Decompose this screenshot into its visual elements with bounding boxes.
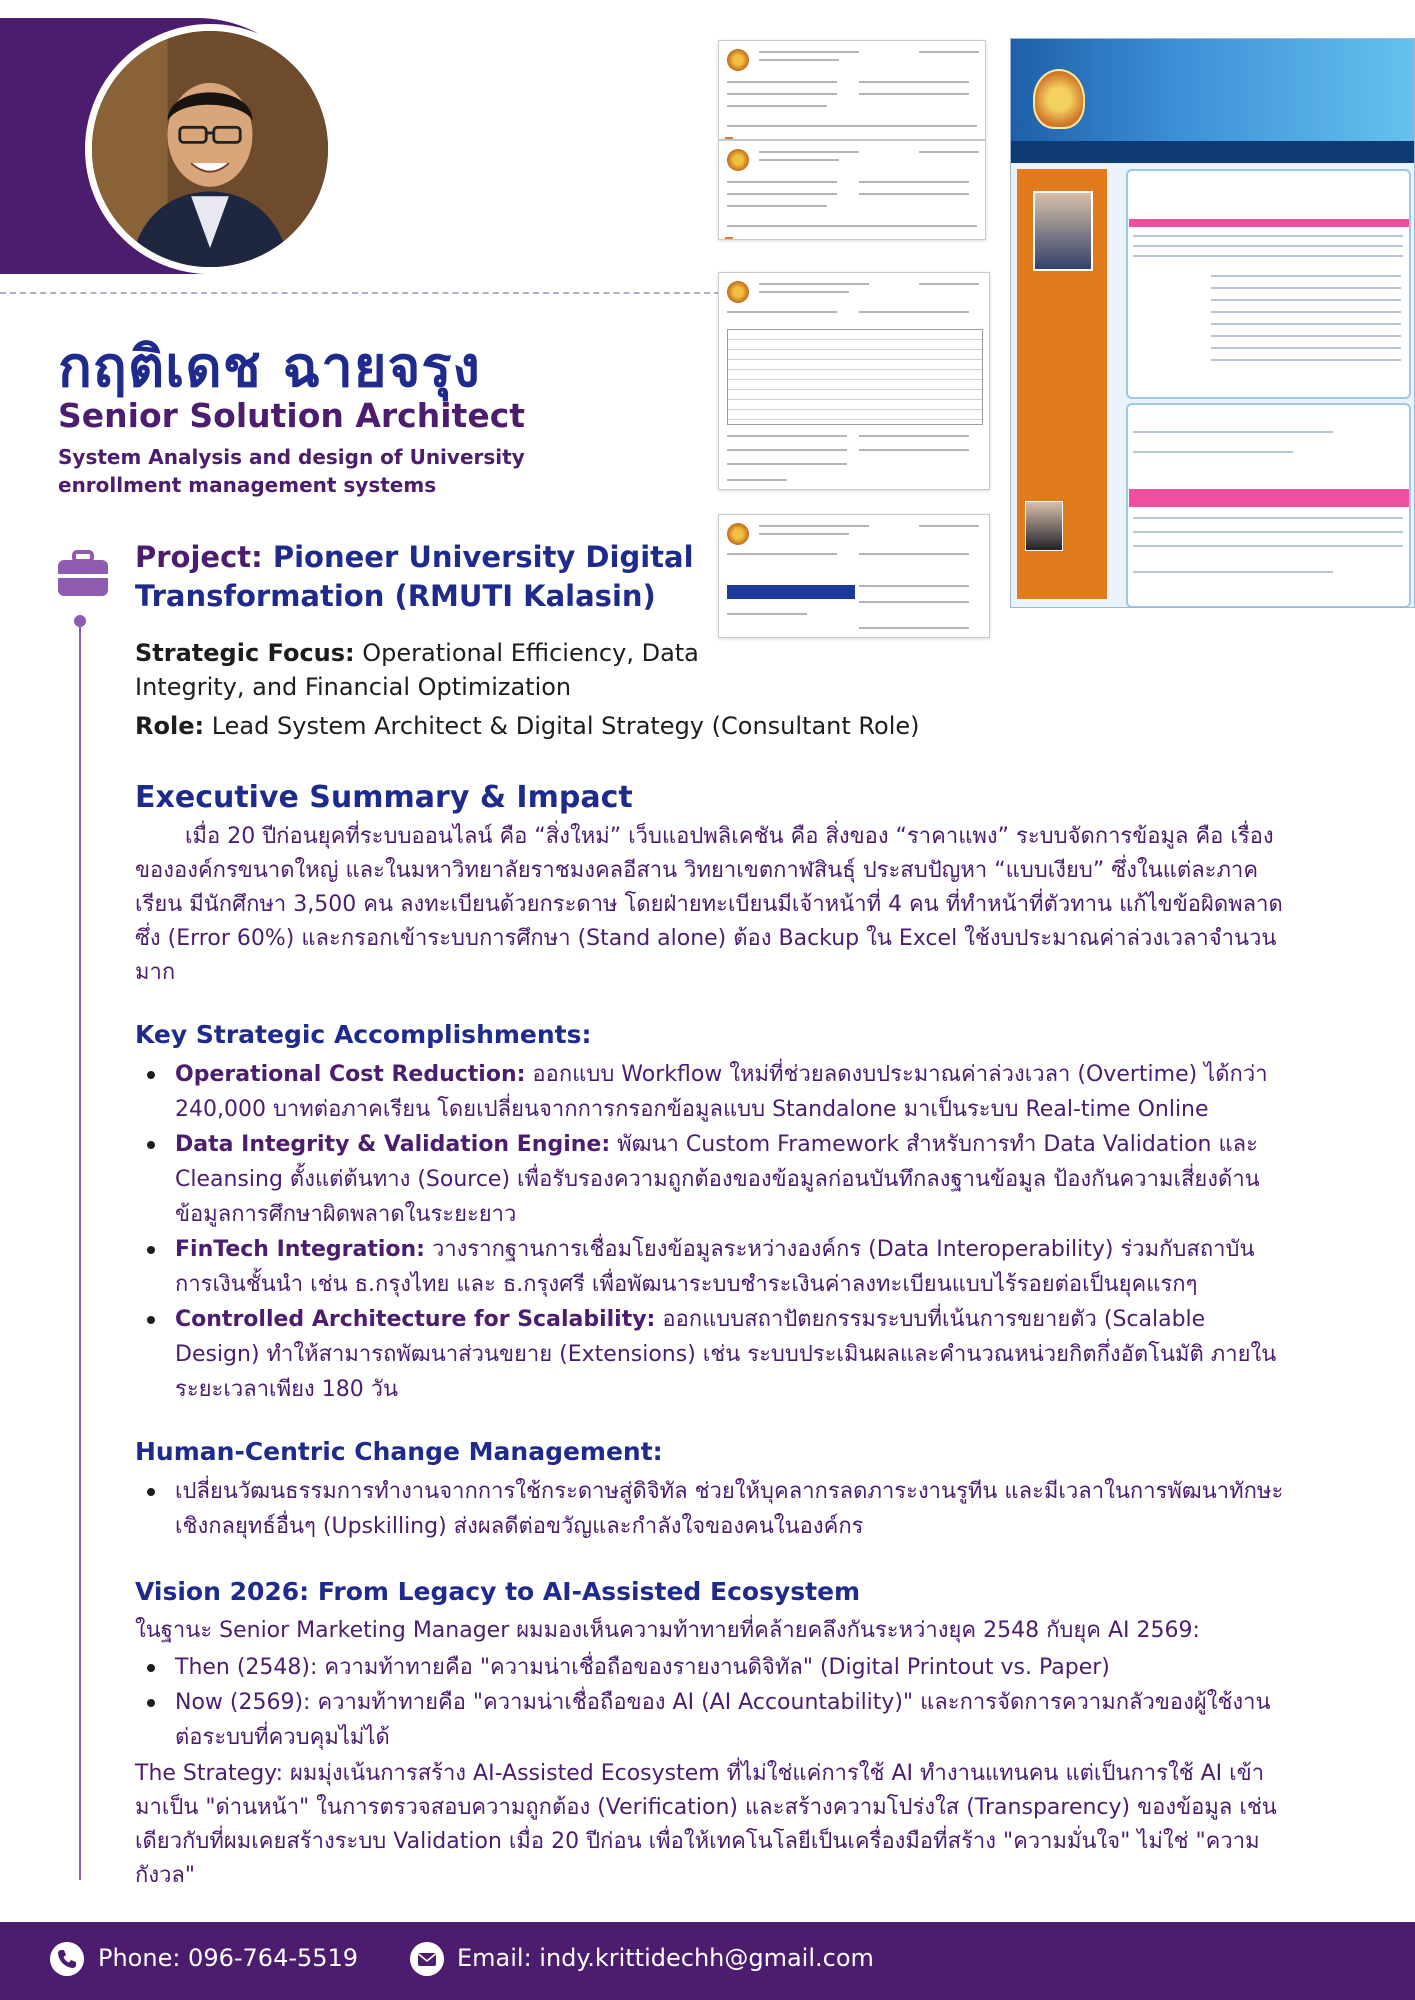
strategic-focus bbox=[135, 636, 735, 704]
briefcase-icon bbox=[56, 550, 110, 598]
list-item: FinTech Integration: วางรากฐานการเชื่อมโยงข้อมูลระหว่างองค์กร (Data Interoperability) ร่วมกับสถาบันการเงินชั้นนำ เช่น ธ.กรุงไทย และ ธ.กรุงศรี เพื่อพัฒนาระบบชำระเงินค่าลงทะเบียนแบบไร้รอยต่อเป็นยุคแรกๆ bbox=[135, 1232, 1285, 1302]
list-item: Controlled Architecture for Scalability: ออกแบบสถาปัตยกรรมระบบที่เน้นการขยายตัว (Scalable Design) ทำให้สามารถพัฒนาส่วนขยาย (Extensions) เช่น ระบบประเมินผลและคำนวณหน่วยกิตกึ่งอัตโนมัติ ภายในระยะเวลาเพียง 180 วัน bbox=[135, 1302, 1285, 1407]
vision-strategy: The Strategy: ผมมุ่งเน้นการสร้าง AI-Assisted Ecosystem ที่ไม่ใช่แค่การใช้ AI ทำงานแทนคน แต่เป็นการใช้ AI เข้ามาเป็น "ด่านหน้า" ในการตรวจสอบความถูกต้อง (Verification) และสร้างความโปร่งใส (Transparency) ของข้อมูล เช่นเดียวกับที่ผมเคยสร้างระบบ Validation เมื่อ 20 ปีก่อน เพื่อให้เทคโนโลยีเป็นเครื่องมือที่สร้าง "ความมั่นใจ" ไม่ใช่ "ความกังวล" bbox=[135, 1761, 1277, 1888]
role bbox=[135, 712, 935, 740]
focus-label: Strategic Focus: bbox=[135, 639, 355, 667]
footer-phone[interactable]: Phone: 096-764-5519 bbox=[98, 1944, 359, 1972]
profile-name: กฤติเดช ฉายจรุง bbox=[58, 335, 481, 400]
header-divider bbox=[0, 292, 720, 294]
vision-heading: Vision 2026: From Legacy to AI-Assisted Ecosystem bbox=[135, 1577, 861, 1606]
focus-text: Operational Efficiency, Data Integrity, and Financial Optimization bbox=[135, 639, 699, 701]
registration-form-thumbnail-2 bbox=[718, 140, 986, 240]
timeline-line bbox=[79, 620, 81, 1880]
footer-email[interactable]: Email: indy.krittidechh@gmail.com bbox=[457, 1944, 874, 1972]
timeline-dot bbox=[74, 615, 86, 627]
person-portrait-icon bbox=[92, 31, 328, 267]
role-label: Role: bbox=[135, 712, 205, 740]
summary-heading: Executive Summary & Impact bbox=[135, 780, 633, 815]
change-heading: Human-Centric Change Management: bbox=[135, 1437, 663, 1466]
change-list bbox=[135, 1474, 1285, 1544]
project-name: Pioneer University Digital Transformation (RMUTI Kalasin) bbox=[135, 540, 694, 613]
profile-subtitle: System Analysis and design of University enrollment management systems bbox=[58, 445, 525, 497]
project-label: Project: bbox=[135, 540, 263, 574]
list-item: Now (2569): ความท้าทายคือ "ความน่าเชื่อถือของ AI (AI Accountability)" และการจัดการความกลัวของผู้ใช้งานต่อระบบที่ควบคุมไม่ได้ bbox=[135, 1685, 1285, 1755]
email-icon bbox=[410, 1942, 444, 1976]
registration-receipt-thumbnail bbox=[718, 272, 990, 490]
registration-form-thumbnail-1 bbox=[718, 40, 986, 140]
list-item: Data Integrity & Validation Engine: พัฒนา Custom Framework สำหรับการทำ Data Validation และ Cleansing ตั้งแต่ต้นทาง (Source) เพื่อรับรองความถูกต้องของข้อมูลก่อนบันทึกลงฐานข้อมูล ป้องกันความเสี่ยงด้านข้อมูลการศึกษาผิดพลาดในระยะยาว bbox=[135, 1127, 1285, 1232]
list-item: Operational Cost Reduction: ออกแบบ Workflow ใหม่ที่ช่วยลดงบประมาณค่าล่วงเวลา (Overtime) ได้กว่า 240,000 บาทต่อภาคเรียน โดยเปลี่ยนจากการกรอกข้อมูลแบบ Standalone มาเป็นระบบ Real-time Online bbox=[135, 1057, 1285, 1127]
university-seal-icon bbox=[1033, 69, 1085, 129]
project-heading bbox=[135, 538, 695, 616]
summary-text: เมื่อ 20 ปีก่อนยุคที่ระบบออนไลน์ คือ “สิ่งใหม่” เว็บแอปพลิเคชัน คือ สิ่งของ “ราคาแพง” ระบบจัดการข้อมูล คือ เรื่องขององค์กรขนาดใหญ่ และในมหาวิทยาลัยราชมงคลอีสาน วิทยาเขตกาฬสินธุ์ ประสบปัญหา “แบบเงียบ” ซึ่งในแต่ละภาคเรียน มีนักศึกษา 3,500 คน ลงทะเบียนด้วยกระดาษ โดยฝ่ายทะเบียนมีเจ้าหน้าที่ 4 คน ที่ทำหน้าที่ตัวทาน แก้ไขข้อผิดพลาดซึ่ง (Error 60%) และกรอกเข้าระบบการศึกษา (Stand alone) ต้อง Backup ใน Excel ใช้งบประมาณค่าล่วงเวลาจำนวนมาก bbox=[135, 824, 1283, 985]
phone-icon bbox=[50, 1942, 84, 1976]
bank-payment-slip-thumbnail bbox=[718, 514, 990, 638]
list-item: เปลี่ยนวัฒนธรรมการทำงานจากการใช้กระดาษสู่ดิจิทัล ช่วยให้บุคลากรลดภาระงานรูทีน และมีเวลาในการพัฒนาทักษะเชิงกลยุทธ์อื่นๆ (Upskilling) ส่งผลดีต่อขวัญและกำลังใจของคนในองค์กร bbox=[135, 1474, 1285, 1544]
accomplishments-list bbox=[135, 1057, 1285, 1407]
accomplishments-heading: Key Strategic Accomplishments: bbox=[135, 1020, 592, 1049]
vision-intro: ในฐานะ Senior Marketing Manager ผมมองเห็นความท้าทายที่คล้ายคลึงกันระหว่างยุค 2548 กับยุค AI 2569: bbox=[135, 1618, 1200, 1643]
profile-title: Senior Solution Architect bbox=[58, 396, 526, 435]
list-item: Then (2548): ความท้าทายคือ "ความน่าเชื่อถือของรายงานดิจิทัล" (Digital Printout vs. Paper) bbox=[135, 1650, 1285, 1685]
profile-photo bbox=[85, 24, 335, 274]
registration-website-thumbnail bbox=[1010, 38, 1415, 608]
vision-list bbox=[135, 1650, 1285, 1755]
role-text: Lead System Architect & Digital Strategy (Consultant Role) bbox=[211, 712, 920, 740]
